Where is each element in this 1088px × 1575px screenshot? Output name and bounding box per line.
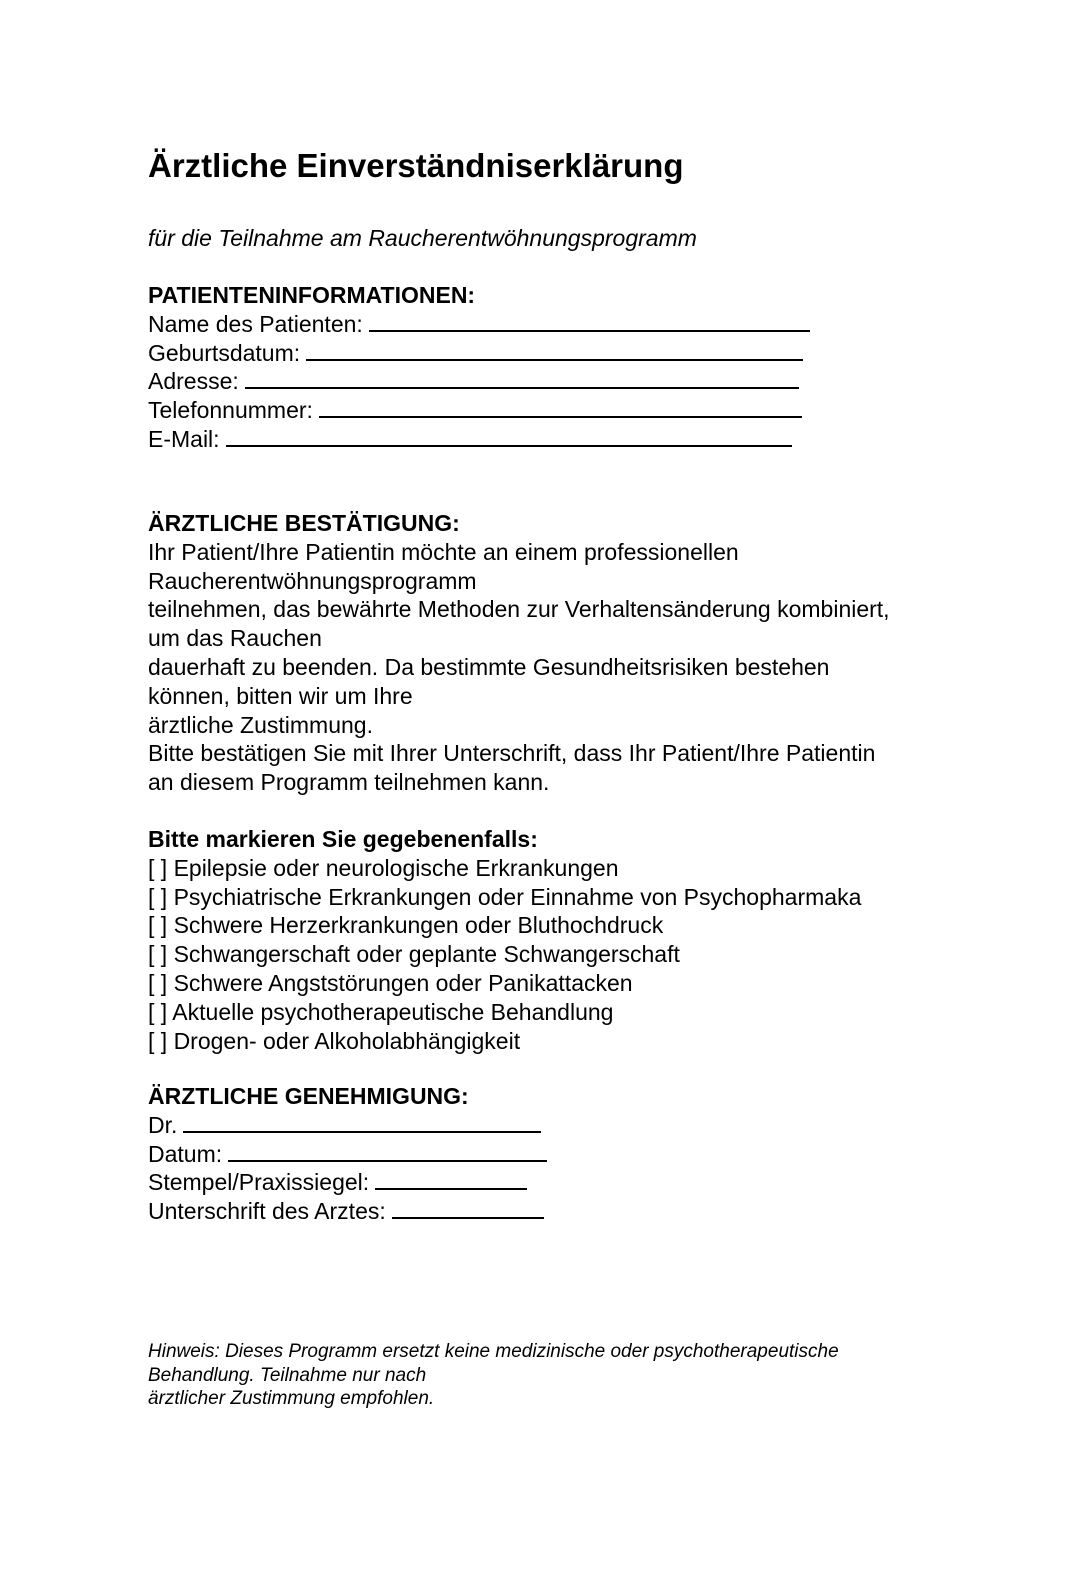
doctor-name-field[interactable] bbox=[183, 1113, 541, 1133]
note-line: Hinweis: Dieses Programm ersetzt keine medizinische oder psychotherapeutische bbox=[148, 1341, 839, 1362]
condition-item-addiction bbox=[148, 1027, 861, 1056]
approval-date-row bbox=[148, 1140, 547, 1169]
medical-approval-section bbox=[148, 1082, 547, 1226]
document-subtitle: für die Teilnahme am Raucherentwöhnungsprogramm bbox=[148, 225, 697, 251]
medical-confirmation-section bbox=[148, 509, 890, 797]
confirmation-heading: ÄRZTLICHE BESTÄTIGUNG: bbox=[148, 510, 460, 536]
confirmation-line: dauerhaft zu beenden. Da bestimmte Gesundheitsrisiken bestehen bbox=[148, 653, 830, 680]
condition-item-psychiatric bbox=[148, 883, 861, 912]
condition-item-therapy bbox=[148, 998, 861, 1027]
condition-checkbox[interactable]: [ ] bbox=[148, 1027, 168, 1054]
confirmation-line: Ihr Patient/Ihre Patientin möchte an einem professionellen bbox=[148, 538, 739, 565]
condition-item-heart bbox=[148, 911, 861, 940]
birthdate-label: Geburtsdatum: bbox=[148, 339, 301, 366]
condition-checkbox[interactable]: [ ] bbox=[148, 912, 168, 939]
condition-label: Epilepsie oder neurologische Erkrankungen bbox=[173, 854, 619, 881]
patient-info-heading: PATIENTENINFORMATIONEN: bbox=[148, 282, 476, 308]
approval-date-field[interactable] bbox=[228, 1142, 547, 1162]
confirmation-line: Bitte bestätigen Sie mit Ihrer Unterschrift, dass Ihr Patient/Ihre Patientin bbox=[148, 740, 876, 767]
confirmation-line: können, bitten wir um Ihre bbox=[148, 682, 413, 709]
document-title: Ärztliche Einverständniserklärung bbox=[148, 147, 684, 184]
condition-label: Schwere Angststörungen oder Panikattacken bbox=[173, 969, 633, 996]
birthdate-row bbox=[148, 339, 810, 368]
email-row bbox=[148, 425, 810, 454]
stamp-row bbox=[148, 1168, 547, 1197]
condition-checkbox[interactable]: [ ] bbox=[148, 854, 168, 881]
confirmation-line: ärztliche Zustimmung. bbox=[148, 711, 373, 738]
doctor-label: Dr. bbox=[148, 1111, 178, 1138]
phone-label: Telefonnummer: bbox=[148, 397, 313, 424]
email-field[interactable] bbox=[226, 427, 792, 447]
condition-label: Schwere Herzerkrankungen oder Bluthochdruck bbox=[173, 912, 664, 939]
phone-row bbox=[148, 396, 810, 425]
confirmation-line: teilnehmen, das bewährte Methoden zur Verhaltensänderung kombiniert, bbox=[148, 596, 890, 623]
condition-item-anxiety bbox=[148, 969, 861, 998]
condition-item-pregnancy bbox=[148, 940, 861, 969]
disclaimer-note bbox=[148, 1340, 839, 1411]
address-field[interactable] bbox=[245, 369, 799, 389]
approval-date-label: Datum: bbox=[148, 1140, 223, 1167]
doctor-row bbox=[148, 1111, 547, 1140]
condition-checkbox[interactable]: [ ] bbox=[148, 941, 168, 968]
note-line: ärztlicher Zustimmung empfohlen. bbox=[148, 1388, 435, 1409]
phone-field[interactable] bbox=[319, 398, 802, 418]
conditions-heading: Bitte markieren Sie gegebenenfalls: bbox=[148, 826, 538, 852]
address-row bbox=[148, 367, 810, 396]
condition-checkbox[interactable]: [ ] bbox=[148, 969, 168, 996]
address-label: Adresse: bbox=[148, 368, 239, 395]
condition-item-epilepsy bbox=[148, 854, 861, 883]
condition-label: Schwangerschaft oder geplante Schwangerschaft bbox=[173, 941, 680, 968]
confirmation-line: Raucherentwöhnungsprogramm bbox=[148, 567, 477, 594]
signature-field[interactable] bbox=[392, 1199, 544, 1219]
patient-name-label: Name des Patienten: bbox=[148, 310, 363, 337]
condition-checkbox[interactable]: [ ] bbox=[148, 883, 168, 910]
patient-info-section bbox=[148, 281, 810, 454]
signature-row bbox=[148, 1197, 547, 1226]
patient-name-row bbox=[148, 310, 810, 339]
confirmation-line: um das Rauchen bbox=[148, 625, 322, 652]
confirmation-line: an diesem Programm teilnehmen kann. bbox=[148, 769, 550, 796]
email-label: E-Mail: bbox=[148, 425, 220, 452]
approval-heading: ÄRZTLICHE GENEHMIGUNG: bbox=[148, 1083, 469, 1109]
conditions-section bbox=[148, 825, 861, 1055]
condition-checkbox[interactable]: [ ] bbox=[148, 998, 168, 1025]
birthdate-field[interactable] bbox=[306, 341, 803, 361]
stamp-label: Stempel/Praxissiegel: bbox=[148, 1169, 370, 1196]
patient-name-field[interactable] bbox=[369, 312, 810, 332]
condition-label: Drogen- oder Alkoholabhängigkeit bbox=[173, 1027, 521, 1054]
stamp-field[interactable] bbox=[375, 1170, 527, 1190]
signature-label: Unterschrift des Arztes: bbox=[148, 1198, 386, 1225]
note-line: Behandlung. Teilnahme nur nach bbox=[148, 1364, 427, 1386]
condition-label: Psychiatrische Erkrankungen oder Einnahme von Psychopharmaka bbox=[173, 883, 862, 910]
condition-label: Aktuelle psychotherapeutische Behandlung bbox=[172, 998, 614, 1025]
